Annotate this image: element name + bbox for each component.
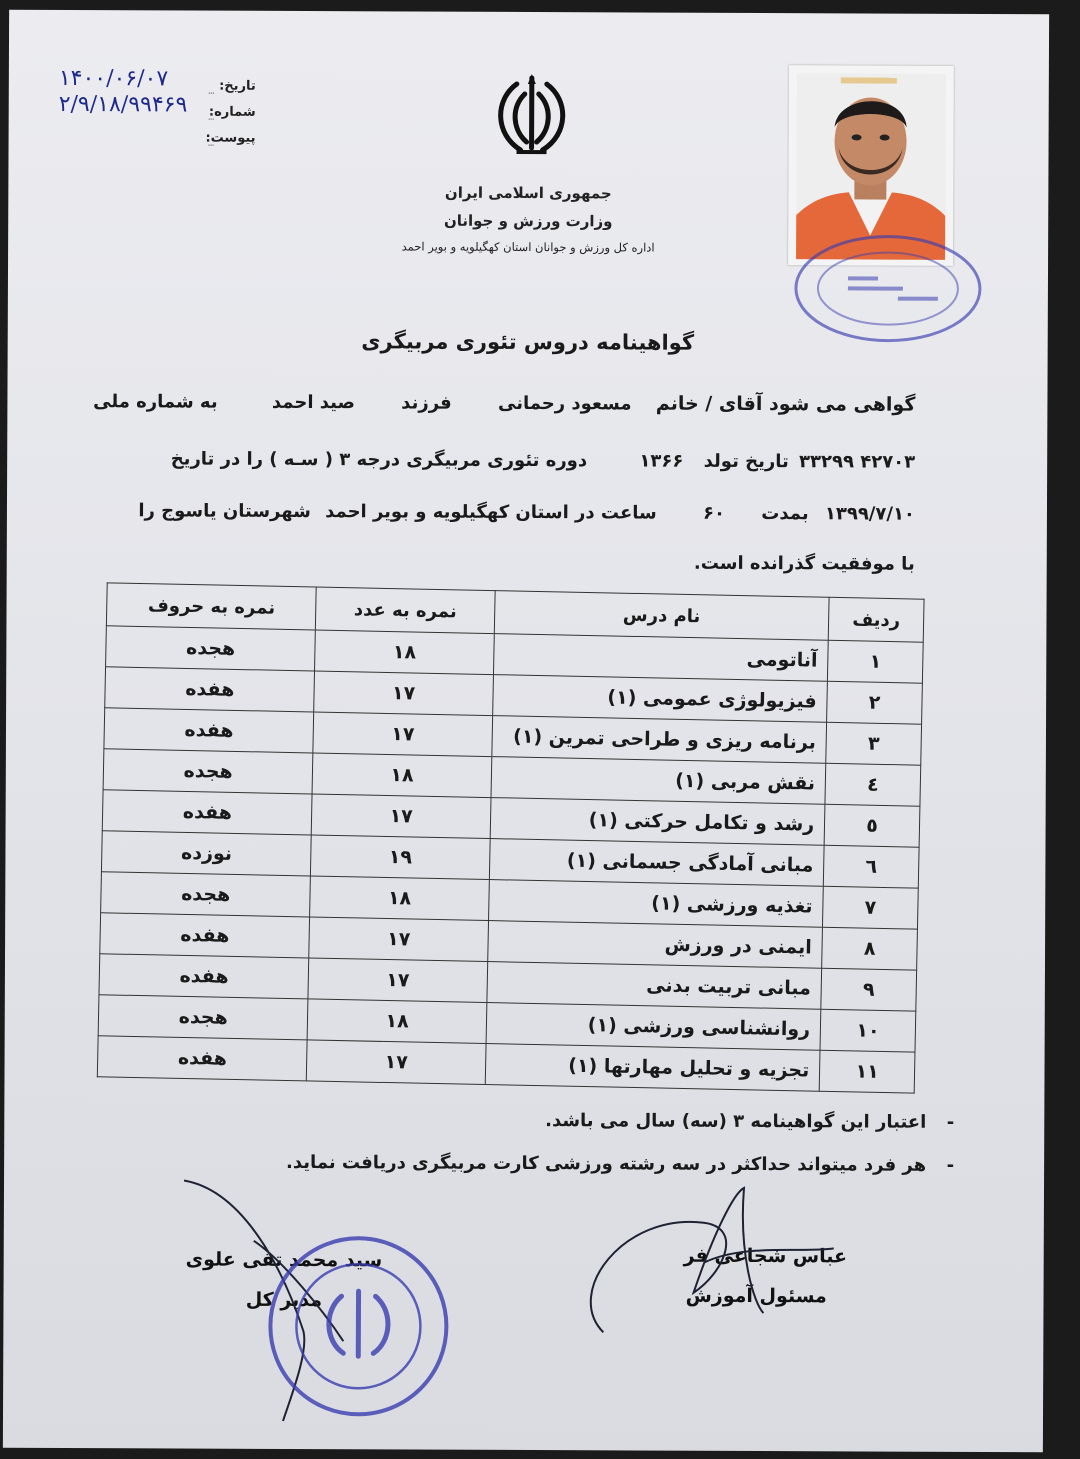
table-row: ۱ آناتومی ۱۸ هجده xyxy=(106,626,924,683)
table-row: ٦ مبانی آمادگی جسمانی (۱) ۱۹ نوزده xyxy=(101,831,919,888)
signatory-name: عباس شجاعی فر xyxy=(683,1244,848,1268)
table-row: ۳ برنامه ریزی و طراحی تمرین (۱) ۱۷ هفده xyxy=(104,708,922,765)
table-row: ۱۰ روانشناسی ورزشی (۱) ۱۸ هجده xyxy=(98,995,916,1052)
signatory-name: سید محمد تقی علوی xyxy=(185,1248,383,1272)
date-handwritten: ۱۴۰۰/۰۶/۰۷ xyxy=(58,65,169,92)
table-row: ۲ فیزیولوژی عمومی (۱) ۱۷ هفده xyxy=(105,667,923,724)
applicant-name: مسعود رحمانی xyxy=(497,392,632,415)
table-row: ۸ ایمنی در ورزش ۱۷ هفده xyxy=(100,913,918,970)
government-header xyxy=(308,183,748,265)
attachment-label: پیوست: xyxy=(205,130,256,146)
certificate-line-2: ۴۲۷۰۳ ۳۳۲۹۹ تاریخ تولد ۱۳۶۶ دوره تئوری مربیگری درجه ۳ ( سـه ) را در تاریخ xyxy=(170,448,916,473)
certificate-line-1: گواهی می شود آقای / خانم مسعود رحمانی فرزند صید احمد به شماره ملی xyxy=(93,391,916,416)
number-handwritten: ۲/۹/۱۸/۹۹۴۶۹ xyxy=(58,91,188,118)
certificate-line-4: با موفقیت گذرانده است. xyxy=(693,552,915,575)
number-row xyxy=(58,91,264,125)
certificate-title: گواهینامه دروس تئوری مربیگری xyxy=(361,329,695,355)
course-hours: ۶۰ xyxy=(702,502,726,524)
signature-training-officer xyxy=(683,1245,847,1326)
number-label: شماره: xyxy=(208,104,256,120)
table-row: ٥ رشد و تکامل حرکتی (۱) ۱۷ هفده xyxy=(102,790,920,847)
attachment-row xyxy=(59,124,264,151)
header-grade-number: نمره به عدد xyxy=(316,587,495,634)
grades-table xyxy=(97,582,925,1093)
header-course: نام درس xyxy=(494,591,829,641)
iran-emblem-icon xyxy=(487,72,577,158)
table-row: ۷ تغذیه ورزشی (۱) ۱۸ هجده xyxy=(101,872,919,929)
course-date: ۱۳۹۹/۷/۱۰ xyxy=(824,503,915,525)
note-item: -هر فرد میتواند حداکثر در سه رشته ورزشی کارت مربیگری دریافت نماید. xyxy=(286,1151,955,1176)
signatory-role: مدیر کل xyxy=(245,1288,323,1312)
birth-year: ۱۳۶۶ xyxy=(639,450,684,472)
date-label: تاریخ: xyxy=(219,78,256,94)
national-id: ۴۲۷۰۳ ۳۳۲۹۹ xyxy=(798,451,916,473)
signature-director xyxy=(185,1249,382,1330)
photo-stamp xyxy=(778,228,989,359)
certificate-page xyxy=(3,10,1049,1453)
father-name: صید احمد xyxy=(271,391,355,414)
signatory-role: مسئول آموزش xyxy=(685,1284,827,1308)
table-row: ۹ مبانی تربیت بدنی ۱۷ هفده xyxy=(99,954,917,1011)
office-name: اداره کل ورزش و جوانان استان کهگیلویه و بویر احمد xyxy=(401,239,655,255)
table-row: ٤ نقش مربی (۱) ۱۸ هجده xyxy=(103,749,921,806)
table-row: ۱۱ تجزیه و تحلیل مهارتها (۱) ۱۷ هفده xyxy=(97,1036,915,1093)
ministry-name: وزارت ورزش و جوانان xyxy=(443,211,613,231)
republic-name: جمهوری اسلامی ایران xyxy=(444,183,612,203)
header-index: ردیف xyxy=(828,597,924,642)
note-item: -اعتبار این گواهینامه ۳ (سه) سال می باشد. xyxy=(545,1110,955,1133)
document-meta xyxy=(58,65,264,151)
notes xyxy=(204,1109,954,1198)
header-grade-words: نمره به حروف xyxy=(106,583,316,630)
certificate-line-3: ۱۳۹۹/۷/۱۰ بمدت ۶۰ ساعت در استان کهگیلویه و بویر احمد شهرستان یاسوج را xyxy=(138,500,915,525)
grades-body xyxy=(97,626,923,1093)
